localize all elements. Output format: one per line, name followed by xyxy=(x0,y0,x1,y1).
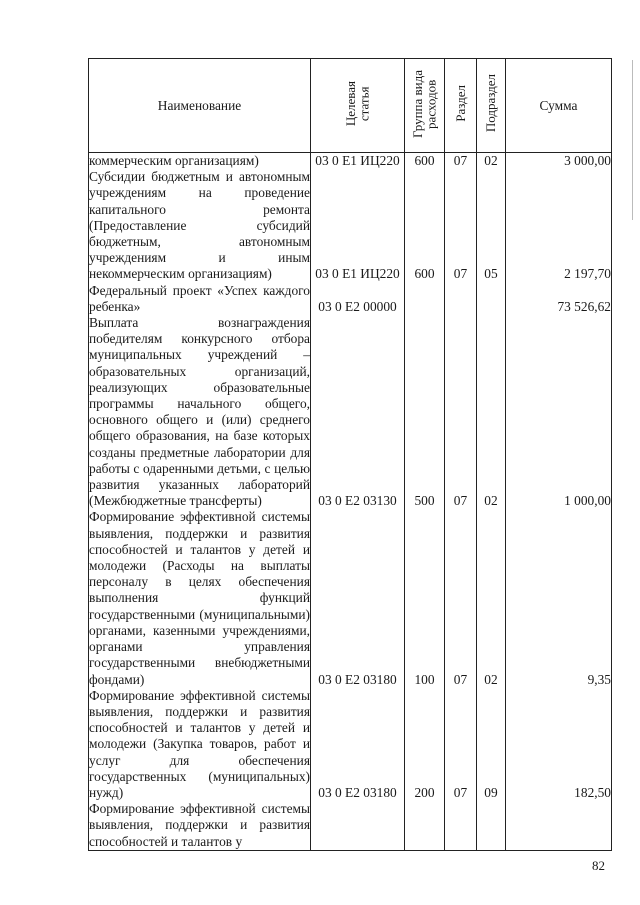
row-subsection: 05 xyxy=(477,169,506,282)
row-section xyxy=(445,801,477,850)
row-target-code xyxy=(311,801,405,850)
row-subsection xyxy=(477,801,506,850)
row-sum: 2 197,70 xyxy=(506,169,612,282)
header-group: Группа вида расходов xyxy=(405,59,445,153)
header-sum: Сумма xyxy=(506,59,612,153)
row-subsection: 02 xyxy=(477,153,506,170)
budget-table xyxy=(88,58,612,851)
row-sum: 1 000,00 xyxy=(506,315,612,509)
row-subsection xyxy=(477,283,506,315)
row-name: Формирование эффективной системы выявления, поддержки и развития способностей и талантов у детей и молодежи (Закупка товаров, работ и услуг для обеспечения государственных (муниципальных) нужд) xyxy=(89,687,310,800)
row-target-code: 03 0 E2 00000 xyxy=(311,283,405,315)
row-group: 600 xyxy=(405,153,445,170)
table-row xyxy=(89,688,612,801)
row-section: 07 xyxy=(445,315,477,509)
table-row xyxy=(89,153,612,170)
row-section: 07 xyxy=(445,688,477,801)
row-sum xyxy=(506,801,612,850)
row-section: 07 xyxy=(445,169,477,282)
row-sum: 9,35 xyxy=(506,509,612,687)
table-row xyxy=(89,315,612,509)
row-section: 07 xyxy=(445,509,477,687)
table-row xyxy=(89,509,612,687)
table-row xyxy=(89,283,612,315)
table-row xyxy=(89,169,612,282)
row-name: Федеральный проект «Успех каждого ребенка» xyxy=(89,282,310,314)
page-number: 82 xyxy=(592,858,605,873)
row-subsection: 02 xyxy=(477,315,506,509)
row-name: Субсидии бюджетным и автономным учреждениям на проведение капитального ремонта (Предоставление субсидий бюджетным, автономным учреждениям и иным некоммерческим организациям) xyxy=(89,169,310,282)
row-name: Формирование эффективной системы выявления, поддержки и развития способностей и талантов у детей и молодежи (Расходы на выплаты персоналу в целях обеспечения выполнения функций государственными (муниципальными) органами, казенными учреждениями, органами управления государственными внебюджетными фондами) xyxy=(89,509,310,687)
row-target-code: 03 0 E2 03180 xyxy=(311,688,405,801)
row-target-code: 03 0 E1 ИЦ220 xyxy=(311,169,405,282)
row-target-code: 03 0 E2 03180 xyxy=(311,509,405,687)
row-sum: 182,50 xyxy=(506,688,612,801)
row-group: 200 xyxy=(405,688,445,801)
row-target-code: 03 0 E2 03130 xyxy=(311,315,405,509)
scan-edge-mark xyxy=(632,60,633,220)
row-section: 07 xyxy=(445,153,477,170)
row-name: коммерческим организациям) xyxy=(89,153,311,170)
table-row xyxy=(89,801,612,850)
row-group: 500 xyxy=(405,315,445,509)
row-group xyxy=(405,801,445,850)
header-subsection: Подраздел xyxy=(477,59,506,153)
header-section: Раздел xyxy=(445,59,477,153)
row-target-code: 03 0 E1 ИЦ220 xyxy=(311,153,405,170)
row-sum: 3 000,00 xyxy=(506,153,612,170)
row-group xyxy=(405,283,445,315)
header-name: Наименование xyxy=(89,59,311,153)
row-name: Выплата вознаграждения победителям конкурсного отбора муниципальных учреждений – образовательных организаций, реализующих образовательные программы начального общего, основного общего и (или) среднего общего образования, на базе которых созданы предметные лаборатории для работы с одаренными детьми, с целью развития указанных лабораторий (Межбюджетные трансферты) xyxy=(89,315,310,509)
header-target: Целевая статья xyxy=(311,59,405,153)
row-subsection: 02 xyxy=(477,509,506,687)
row-name: Формирование эффективной системы выявления, поддержки и развития способностей и талантов у xyxy=(89,801,310,849)
row-group: 100 xyxy=(405,509,445,687)
row-subsection: 09 xyxy=(477,688,506,801)
row-sum: 73 526,62 xyxy=(506,283,612,315)
row-group: 600 xyxy=(405,169,445,282)
row-section xyxy=(445,283,477,315)
table-header-row xyxy=(89,59,612,153)
